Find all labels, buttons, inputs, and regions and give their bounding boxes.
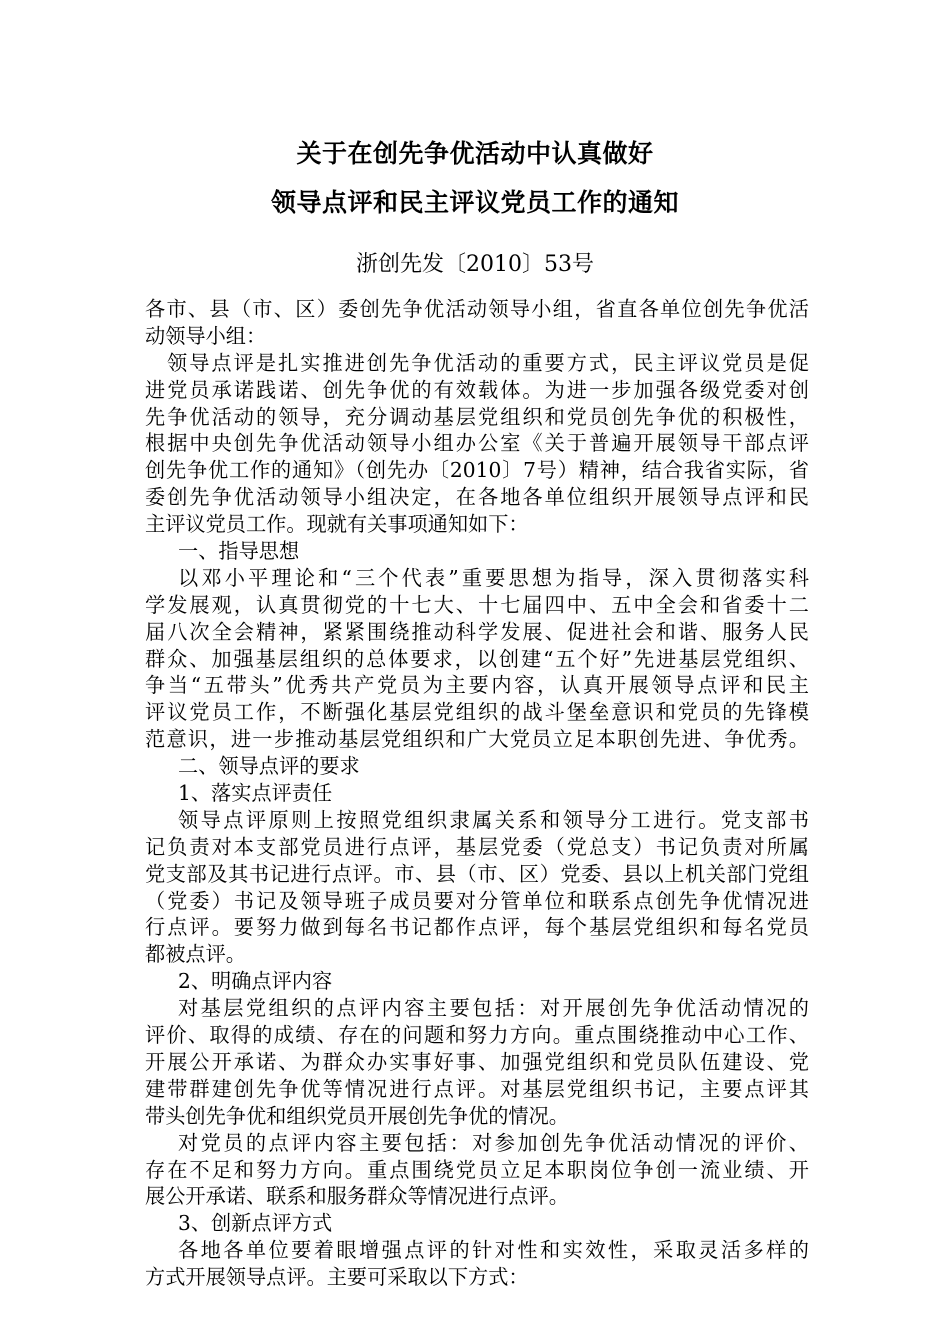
body-line: 以邓小平理论和“三个代表”重要思想为指导，深入贯彻落实科 [178,565,809,590]
section-heading: 一、指导思想 [178,539,300,564]
body-line: 各市、县（市、区）委创先争优活动领导小组，省直各单位创先争优活 [145,297,809,321]
body-line: 届八次全会精神，紧紧围绕推动科学发展、促进社会和谐、服务人民 [145,619,809,644]
body-line: 建带群建创先争优等情况进行点评。对基层党组织书记，主要点评其 [145,1076,809,1101]
document-title-line-2: 领导点评和民主评议党员工作的通知 [270,188,679,217]
body-line: 领导点评原则上按照党组织隶属关系和领导分工进行。党支部书 [178,807,809,832]
body-line: 党支部及其书记进行点评。市、县（市、区）党委、县以上机关部门党组 [145,861,809,886]
body-line: 创先争优工作的通知》（创先办〔2010〕7号）精神，结合我省实际，省 [145,458,809,483]
body-line: 动领导小组： [145,323,267,348]
body-line: 范意识，进一步推动基层党组织和广大党员立足本职创先进、争优秀。 [145,727,809,752]
body-line: 都被点评。 [145,942,246,967]
subsection-heading: 3、创新点评方式 [178,1211,333,1236]
body-line: 先争优活动的领导，充分调动基层党组织和党员创先争优的积极性， [145,404,809,429]
body-line: 评议党员工作，不断强化基层党组织的战斗堡垒意识和党员的先锋模 [145,700,809,725]
body-line: 根据中央创先争优活动领导小组办公室《关于普遍开展领导干部点评 [145,431,809,456]
body-line: 对党员的点评内容主要包括：对参加创先争优活动情况的评价、 [178,1130,809,1155]
body-line: 开展公开承诺、为群众办实事好事、加强党组织和党员队伍建设、党 [145,1049,809,1074]
body-line: 各地各单位要着眼增强点评的针对性和实效性，采取灵活多样的 [178,1238,809,1263]
body-line: 群众、加强基层组织的总体要求，以创建“五个好”先进基层党组织、 [145,646,809,671]
body-line: 主评议党员工作。现就有关事项通知如下： [145,512,529,537]
body-line: 存在不足和努力方向。重点围绕党员立足本职岗位争创一流业绩、开 [145,1157,809,1182]
body-line: 带头创先争优和组织党员开展创先争优的情况。 [145,1103,569,1128]
subsection-heading: 1、落实点评责任 [178,781,333,806]
document-body [145,296,809,1291]
body-line: （党委）书记及领导班子成员要对分管单位和联系点创先争优情况进 [145,888,809,913]
section-heading: 二、领导点评的要求 [178,754,360,779]
subsection-heading: 2、明确点评内容 [178,969,333,994]
body-line: 争当“五带头”优秀共产党员为主要内容，认真开展领导点评和民主 [145,673,809,698]
body-line: 进党员承诺践诺、创先争优的有效载体。为进一步加强各级党委对创 [145,377,809,402]
body-line: 展公开承诺、联系和服务群众等情况进行点评。 [145,1184,569,1209]
document-title-line-1: 关于在创先争优活动中认真做好 [296,139,654,168]
document-number: 浙创先发〔2010〕53号 [356,252,594,277]
body-line: 记负责对本支部党员进行点评，基层党委（党总支）书记负责对所属 [145,834,809,859]
body-line: 对基层党组织的点评内容主要包括：对开展创先争优活动情况的 [178,996,809,1021]
body-line: 委创先争优活动领导小组决定，在各地各单位组织开展领导点评和民 [145,485,809,510]
body-line: 评价、取得的成绩、存在的问题和努力方向。重点围绕推动中心工作、 [145,1023,809,1048]
body-line: 方式开展领导点评。主要可采取以下方式： [145,1265,529,1290]
body-line: 学发展观，认真贯彻党的十七大、十七届四中、五中全会和省委十二 [145,592,809,617]
body-line: 领导点评是扎实推进创先争优活动的重要方式，民主评议党员是促 [167,350,809,375]
body-line: 行点评。要努力做到每名书记都作点评，每个基层党组织和每名党员 [145,915,809,940]
